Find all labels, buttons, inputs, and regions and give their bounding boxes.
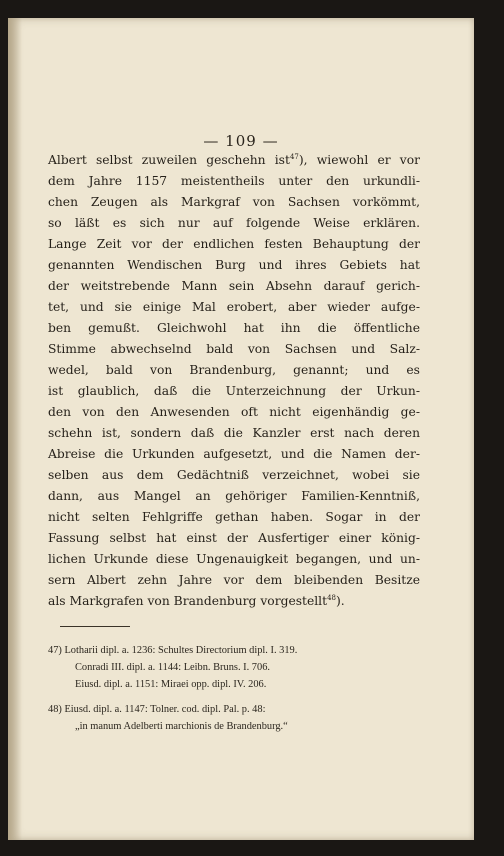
footnote-ref-47: 47 xyxy=(289,152,299,161)
footnote-48-line: „in manum Adelberti marchionis de Brandenburg.“ xyxy=(75,721,288,732)
footnote-47-line: Conradi III. dipl. a. 1144: Leibn. Bruns. I. 706. xyxy=(75,662,270,673)
text-line: tet, und sie einige Mal erobert, aber wieder aufge- xyxy=(48,300,420,314)
text-line: der weitstrebende Mann sein Absehn darauf gerich- xyxy=(48,279,420,293)
text-line: genannten Wendischen Burg und ihres Gebiets hat xyxy=(48,258,420,272)
text-line: dem Jahre 1157 meistentheils unter den urkundli- xyxy=(48,174,420,188)
body-text xyxy=(48,150,420,612)
footnote-ref-48: 48 xyxy=(327,593,336,602)
text-line: lichen Urkunde diese Ungenauigkeit begangen, und un- xyxy=(48,552,420,566)
text-line: den von den Anwesenden oft nicht eigenhändig ge- xyxy=(48,405,420,419)
text-line: Abreise die Urkunden aufgesetzt, und die Namen der- xyxy=(48,447,420,461)
text-line: als Markgrafen von Brandenburg vorgestellt$^{48}$). xyxy=(48,593,345,608)
text-line: selben aus dem Gedächtniß verzeichnet, wobei sie xyxy=(48,468,420,482)
text-line: dann, aus Mangel an gehöriger Familien-Kenntniß, xyxy=(48,489,420,503)
footnotes xyxy=(48,642,420,735)
text-line: wedel, bald von Brandenburg, genannt; und es xyxy=(48,363,420,377)
footnote-48-line: 48) Eiusd. dipl. a. 1147: Tolner. cod. dipl. Pal. p. 48: xyxy=(48,704,266,715)
page-number-header: — 109 — xyxy=(203,132,279,150)
text-line: Albert selbst zuweilen geschehn ist$^{47}$), wiewohl er vor xyxy=(48,152,420,167)
book-page xyxy=(8,18,474,840)
text-line: ist glaublich, daß die Unterzeichnung der Urkun- xyxy=(48,384,420,398)
footnote-divider xyxy=(60,626,130,627)
text-line: nicht selten Fehlgriffe gethan haben. Sogar in der xyxy=(48,510,420,524)
text-line: schehn ist, sondern daß die Kanzler erst nach deren xyxy=(48,426,420,440)
footnote-47-line: 47) Lotharii dipl. a. 1236: Schultes Directorium dipl. I. 319. xyxy=(48,645,298,656)
text-line: ben gemußt. Gleichwohl hat ihn die öffentliche xyxy=(48,321,420,335)
text-line: chen Zeugen als Markgraf von Sachsen vorkömmt, xyxy=(48,195,420,209)
footnote-47-line: Eiusd. dipl. a. 1151: Miraei opp. dipl. IV. 206. xyxy=(75,679,267,690)
text-line: so läßt es sich nur auf folgende Weise erklären. xyxy=(48,216,420,230)
text-line: sern Albert zehn Jahre vor dem bleibenden Besitze xyxy=(48,573,420,587)
text-line: Lange Zeit vor der endlichen festen Behauptung der xyxy=(48,237,420,251)
text-line: Stimme abwechselnd bald von Sachsen und Salz- xyxy=(48,342,420,356)
text-line: Fassung selbst hat einst der Ausfertiger einer könig- xyxy=(48,531,420,545)
